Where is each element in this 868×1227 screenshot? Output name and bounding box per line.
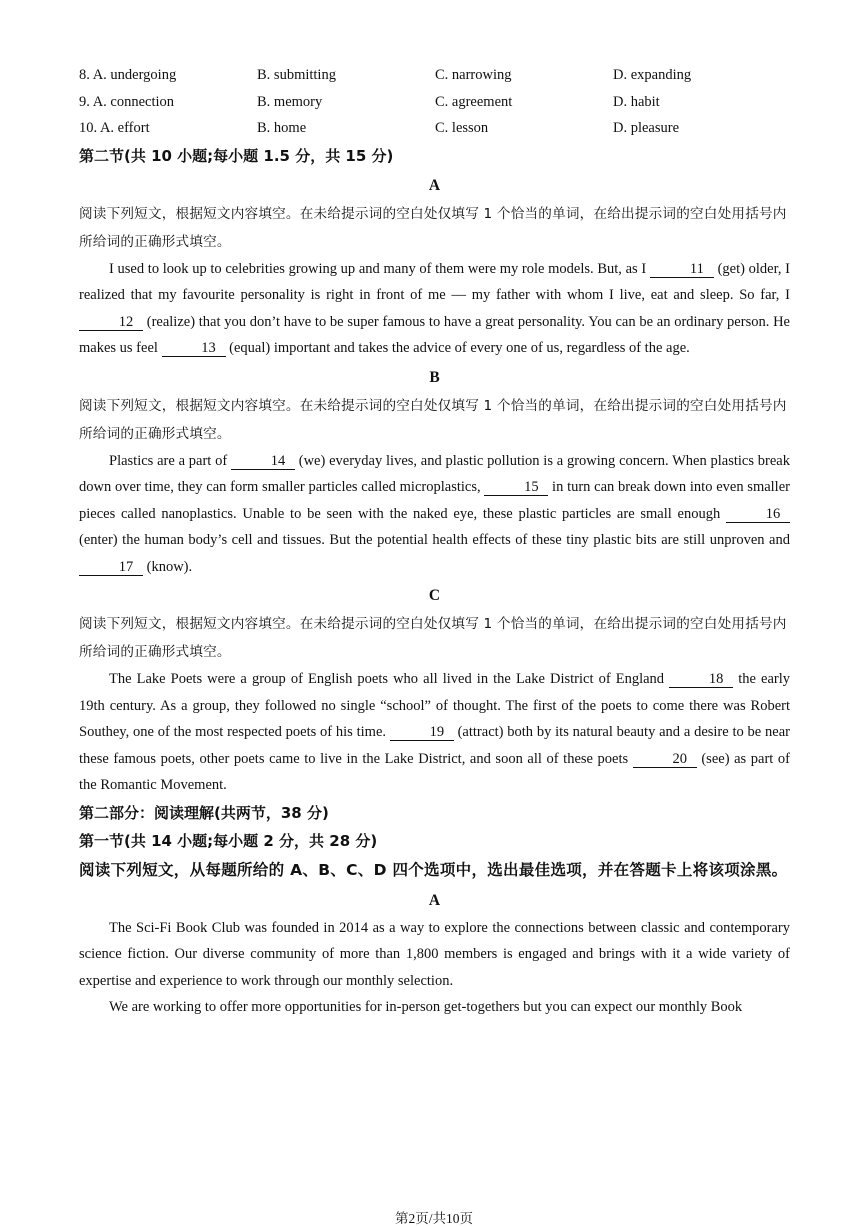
exam-page: [79, 62, 790, 1021]
blank-12[interactable]: 12: [79, 314, 143, 331]
option-8d: D. expanding: [613, 67, 692, 83]
option-10a: 10. A. effort: [79, 120, 150, 136]
part2-section1-heading: 第一节(共 14 小题;每小题 2 分，共 28 分): [79, 831, 378, 850]
passage-a-label: A: [428, 176, 441, 194]
option-9d: D. habit: [613, 93, 660, 110]
instruction-c: 阅读下列短文，根据短文内容填空。在未给提示词的空白处仅填写 1 个恰当的单词，在给出提示词的空白处用括号内所给词的正确形式填空。: [79, 616, 787, 660]
blank-14[interactable]: 14: [231, 453, 295, 470]
option-9b: B. memory: [257, 93, 323, 110]
reading-a-paragraph-2: We are working to offer more opportunities for in-person get-togethers but you can expect our monthly Book: [109, 999, 743, 1015]
section2-heading: 第二节(共 10 小题;每小题 1.5 分，共 15 分): [79, 146, 394, 165]
option-10c: C. lesson: [435, 120, 489, 136]
option-9a: 9. A. connection: [79, 93, 175, 110]
blank-13[interactable]: 13: [162, 340, 226, 357]
option-10b: B. home: [257, 120, 307, 136]
passage-c: The Lake Poets were a group of English poets who all lived in the Lake District of England 18 the early 19th century. As a group, they followed no single “school” of thought. The first of the poets to come there was Robert Southey, one of the most respected poets of his time. 19 (attract) both by its natural beauty and a desire to be near these famous poets, other poets came to live in the Lake District, and soon all of these poets 20 (see) as part of the Romantic Movement.: [79, 671, 791, 793]
option-10d: D. pleasure: [613, 120, 680, 136]
reading-a-paragraph-1: The Sci-Fi Book Club was founded in 2014 as a way to explore the connections between classic and contemporary science fiction. Our diverse community of more than 1,800 members is engaged and brings with it a wide variety of expertise and experience to work through our monthly selection.: [79, 919, 790, 989]
part2-heading: 第二部分：阅读理解(共两节，38 分): [79, 803, 329, 822]
blank-11[interactable]: 11: [650, 261, 714, 278]
option-9c: C. agreement: [435, 93, 513, 110]
blank-19[interactable]: 19: [390, 724, 454, 741]
passage-b: Plastics are a part of 14 (we) everyday lives, and plastic pollution is a growing concern. When plastics break down over time, they can form smaller particles called microplastics, 15 in turn can break down into even smaller pieces called nanoplastics. Unable to be seen with the naked eye, these plastic particles are small enough 16 (enter) the human body’s cell and tissues. But the potential health effects of these tiny plastic bits are still unproven and 17 (know).: [79, 452, 790, 575]
blank-15[interactable]: 15: [484, 479, 548, 496]
blank-16[interactable]: 16: [726, 506, 790, 523]
instruction-a: 阅读下列短文，根据短文内容填空。在未给提示词的空白处仅填写 1 个恰当的单词，在给出提示词的空白处用括号内所给词的正确形式填空。: [79, 205, 787, 250]
reading-a-label: A: [428, 891, 441, 909]
option-8b: B. submitting: [257, 67, 336, 83]
option-8c: C. narrowing: [435, 67, 512, 83]
blank-20[interactable]: 20: [633, 751, 697, 768]
option-8a: 8. A. undergoing: [79, 67, 177, 83]
reading-instruction: 阅读下列短文，从每题所给的 A、B、C、D 四个选项中，选出最佳选项，并在答题卡上将该项涂黑。: [79, 860, 788, 879]
passage-a: I used to look up to celebrities growing up and many of them were my role models. But, as I 11 (get) older, I realized that my favourite personality is right in front of me — my father with whom I live, eat and sleep. So far, I 12 (realize) that you don’t have to be super famous to have a great personality. You can be an ordinary person. He makes us feel 13 (equal) important and takes the advice of every one of us, regardless of the age.: [79, 260, 790, 356]
options-grid: [79, 62, 790, 142]
blank-17[interactable]: 17: [79, 559, 143, 576]
instruction-b: 阅读下列短文，根据短文内容填空。在未给提示词的空白处仅填写 1 个恰当的单词，在给出提示词的空白处用括号内所给词的正确形式填空。: [79, 397, 787, 442]
blank-18[interactable]: 18: [669, 671, 733, 688]
passage-b-label: B: [429, 368, 440, 386]
page-footer: 第2页/共10页: [394, 1211, 473, 1226]
passage-c-label: C: [428, 587, 441, 604]
